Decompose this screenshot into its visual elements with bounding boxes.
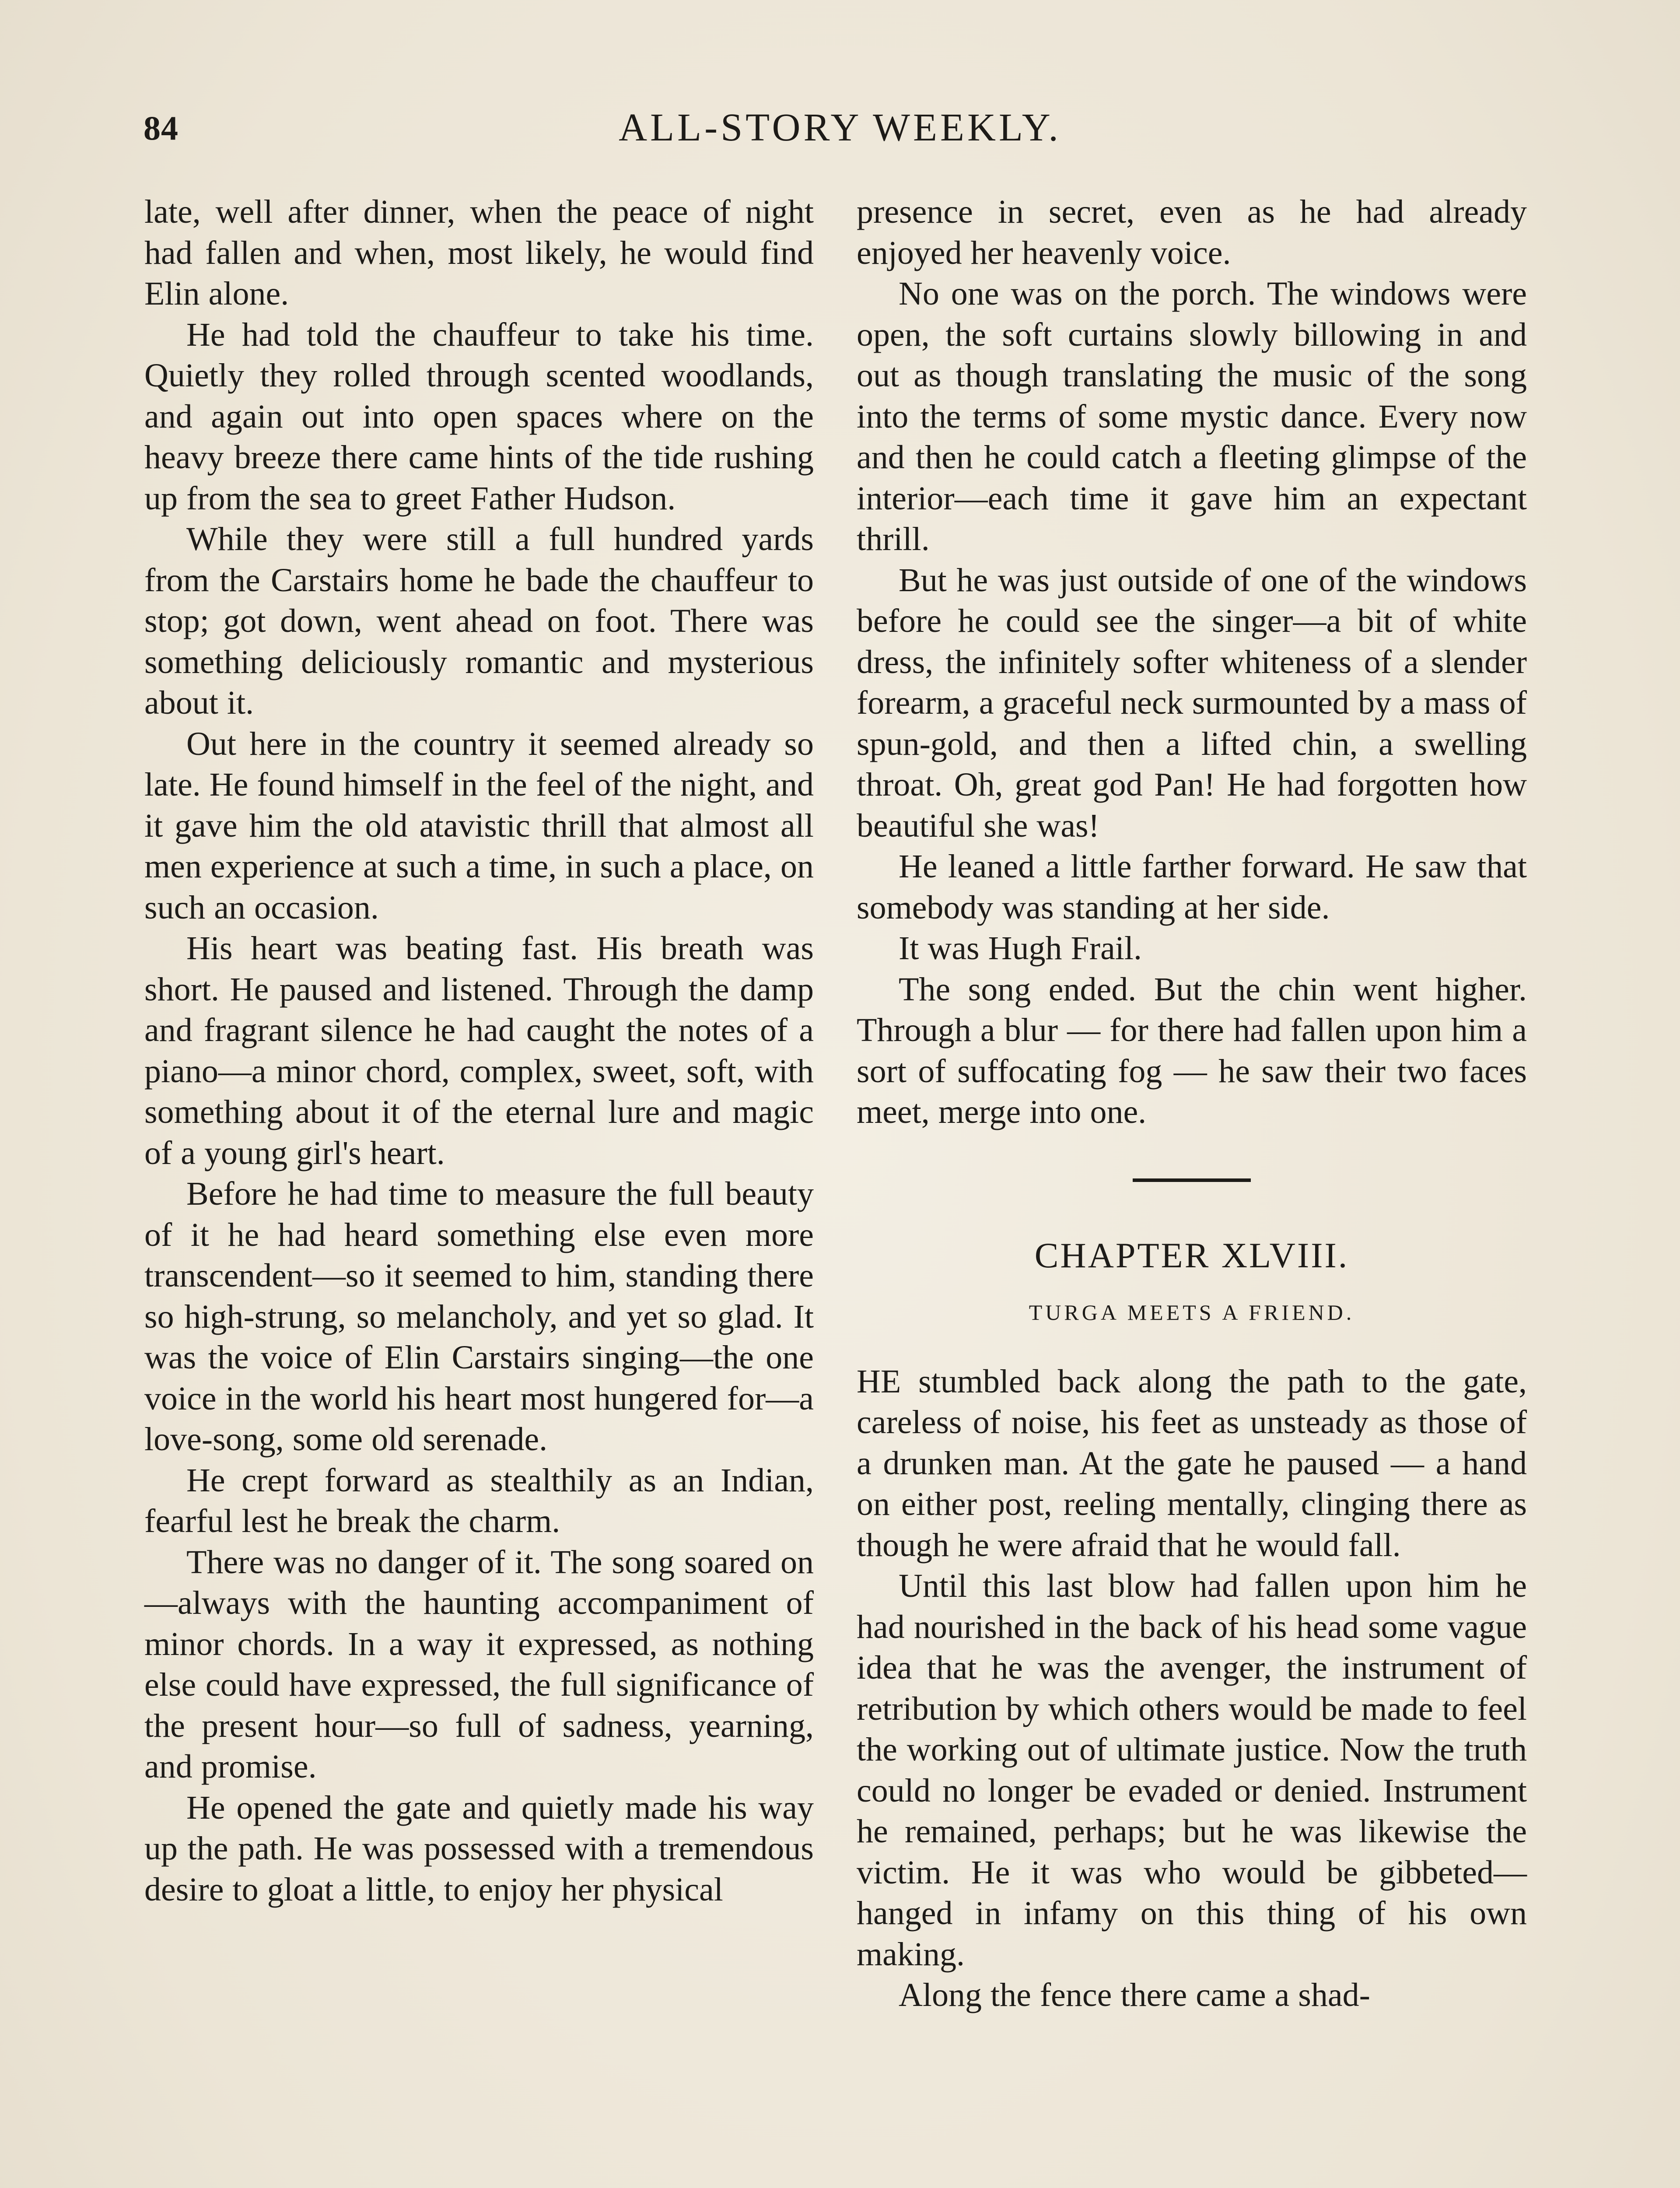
page-number: 84 bbox=[144, 109, 178, 147]
paragraph: He had told the chauffeur to take his time. Quietly they rolled through scented woodlands, and again out into open spaces where on the heavy breeze there came hints of the tide rushing up from the sea to greet Father Hudson. bbox=[144, 316, 814, 517]
paragraph: late, well after dinner, when the peace of night had fallen and when, most likely, he would find Elin alone. bbox=[144, 193, 814, 312]
running-title: ALL-STORY WEEKLY. bbox=[619, 106, 1061, 149]
paragraph: He leaned a little farther forward. He saw that somebody was standing at her side. bbox=[857, 848, 1527, 926]
paragraph: Before he had time to measure the full beauty of it he had heard something else even more transcendent—so it seemed to him, standing there so high-strung, so melancholy, and yet so glad. It was the voice of Elin Carstairs singing—the one voice in the world his heart most hungered for—a love-song, some old serenade. bbox=[144, 1175, 814, 1458]
paragraph: He crept forward as stealthily as an Indian, fearful lest he break the charm. bbox=[144, 1462, 814, 1539]
paragraph: He opened the gate and quietly made his way up the path. He was possessed with a tremendous desire to gloat a little, to enjoy her physical bbox=[144, 1789, 814, 1908]
chapter-title: CHAPTER XLVIII. bbox=[1034, 1235, 1349, 1275]
paragraph: Along the fence there came a shad- bbox=[899, 1977, 1370, 2013]
paragraph: While they were still a full hundred yards from the Carstairs home he bade the chauffeur to stop; got down, went ahead on foot. There was something deliciously romantic and mysterious about it. bbox=[144, 521, 814, 721]
paragraph: There was no danger of it. The song soared on—always with the haunting accompaniment of minor chords. In a way it expressed, as nothing else could have expressed, the full significance of the present hour—so full of sadness, yearning, and promise. bbox=[144, 1543, 814, 1785]
paragraph: The song ended. But the chin went higher. Through a blur — for there had fallen upon him a sort of suffocating fog — he saw their two faces meet, merge into one. bbox=[857, 971, 1527, 1130]
chapter-subtitle: TURGA MEETS A FRIEND. bbox=[1029, 1300, 1355, 1325]
right-column bbox=[857, 192, 1527, 2016]
paragraph: presence in secret, even as he had already enjoyed her heavenly voice. bbox=[857, 193, 1527, 271]
left-column bbox=[144, 192, 814, 1910]
paragraph: But he was just outside of one of the windows before he could see the singer—a bit of white dress, the infinitely softer whiteness of a slender forearm, a graceful neck surmounted by a mass of spun-gold, and then a lifted chin, a swelling throat. Oh, great god Pan! He had forgotten how beautiful she was! bbox=[857, 561, 1527, 844]
paragraph: Until this last blow had fallen upon him he had nourished in the back of his head some vague idea that he was the avenger, the instrument of retribution by which others would be made to feel the working out of ultimate justice. Now the truth could no longer be evaded or denied. Instrument he remained, perhaps; but he was likewise the victim. He it was who would be gibbeted—hanged in infamy on this thing of his own making. bbox=[857, 1567, 1527, 1973]
paragraph: HE stumbled back along the path to the gate, careless of noise, his feet as unsteady as those of a drunken man. At the gate he paused — a hand on either post, reeling mentally, clinging there as though he were afraid that he would fall. bbox=[857, 1363, 1527, 1564]
paragraph: It was Hugh Frail. bbox=[899, 930, 1142, 967]
paragraph: Out here in the country it seemed already so late. He found himself in the feel of the night, and it gave him the old atavistic thrill that almost all men experience at such a time, in such a place, on such an occasion. bbox=[144, 725, 814, 926]
paragraph: His heart was beating fast. His breath was short. He paused and listened. Through the damp and fragrant silence he had caught the notes of a piano—a minor chord, complex, sweet, soft, with something about it of the eternal lure and magic of a young girl's heart. bbox=[144, 930, 814, 1171]
paragraph: No one was on the porch. The windows were open, the soft curtains slowly billowing in and out as though translating the music of the song into the terms of some mystic dance. Every now and then he could catch a fleeting glimpse of the interior—each time it gave him an expectant thrill. bbox=[857, 275, 1527, 558]
section-divider bbox=[1133, 1178, 1251, 1182]
